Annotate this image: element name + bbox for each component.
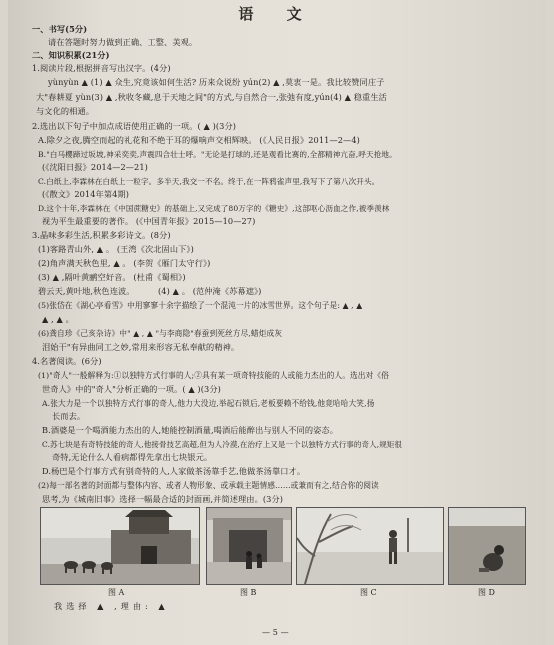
option-b: B."白马櫻蹄过坂坡,神采奕奕,声震四合壮士呼。"无论是打球的,还是观看比赛的,全都精神亢奋,呼天抢地。 [38, 150, 397, 159]
option-d: D.这个十年,李霖林在《中国蔗糖史》的基础上,又完成了80万字的《糖史》,这部呕心沥血之作,被季羡林 [38, 204, 390, 213]
option-d: D.杨巴是个行事方式有别奇特的人,人家做茶汤靠手艺,他做茶汤靠口才。 [42, 466, 306, 476]
poem-blank: ▲ , ▲ 。 [42, 314, 74, 324]
option-c-source: (《散文》2014年第4期) [42, 189, 130, 199]
caption-a: 图 A [108, 588, 125, 597]
poem-blank: (3) ▲ ,隔叶黄鹂空好音。 (杜甫《蜀相》) [38, 272, 186, 282]
caption-b: 图 B [240, 588, 257, 597]
option-c: C.白纸上,李霖林在白纸上一粒字。多半天,我交一不名。终于,在一阵鸦雀声里,我写下了第八次开头。 [38, 177, 380, 186]
option-a-cont: 长而去。 [52, 411, 86, 421]
question-stem: 4.名著阅读。(6分) [32, 356, 102, 366]
picture-a [40, 507, 200, 585]
text-line: 大"春耕夏 yùn(3) ▲ ,秋收冬藏,息于天地之间"的方式,与自然合一,张弛有度,yún(4) ▲ 稳重生活 [36, 92, 387, 102]
page-title: 语 文 [238, 5, 316, 23]
option-b-source: (《沈阳日报》2014—2—21) [42, 162, 148, 172]
answer-line: 我选择 ▲ ,理由: ▲ [54, 601, 169, 611]
text-line: 思考,为《城南旧事》选择一幅最合适的封面画,并简述理由。(3分) [42, 494, 284, 504]
poem-blank: (6)龚自珍《己亥杂诗》中" ▲ , ▲ "与李商隐"春蚕到死丝方尽,蜡炬成灰 [38, 329, 283, 338]
poem-blank: (5)张岱在《湖心亭看雪》中用寥寥十余字描绘了一个混沌一片的冰雪世界。这个句子是: ▲ , ▲ [38, 301, 363, 310]
poem-blank: (2)角声满天秋色里, ▲ 。 (李贺《雁门太守行》) [38, 258, 211, 268]
question-stem: 1.阅读片段,根据拼音写出汉字。(4分) [32, 63, 171, 73]
option-c-cont: 奇特,无论什么人看病都得先拿出七块银元。 [52, 452, 213, 462]
text-line: 泪始干"有异曲同工之妙,常用来形容无私奉献的精神。 [42, 342, 240, 352]
poem-blank: (1)客路青山外, ▲ 。 (王湾《次北固山下》) [38, 244, 194, 254]
picture-b [206, 507, 292, 585]
poem-blank-line-1: 碧云天,黄叶地,秋色连波。 [38, 286, 135, 296]
question-stem: 2.选出以下句子中加点成语使用正确的一项。( ▲ )(3分) [32, 121, 237, 131]
text-line: (2)每一部名著的封面都与整体内容、或者人物形象、或承载主题情感……或兼而有之,结合你的阅读 [38, 481, 379, 490]
text-line: 与文化的相通。 [36, 106, 95, 116]
section-heading: 二、知识积累(21分) [32, 50, 110, 60]
text-line: yùnyùn ▲ (1) ▲ 众生,究竟该如何生活? 历来众说纷 yún(2) ▲ ,莫衷一是。我比较赞同庄子 [48, 77, 385, 87]
picture-d [448, 507, 526, 585]
poem-blank: (4) ▲ 。 (范仲淹《苏幕遮》) [158, 286, 262, 296]
exam-page [8, 0, 546, 645]
section-heading: 一、书写(5分) [32, 24, 88, 34]
picture-c [296, 507, 444, 585]
option-b: B.酒婆是一个喝酒能力杰出的人,她能控制酒量,喝酒后能醉出与别人不同的姿态。 [42, 425, 339, 435]
page-number: — 5 — [262, 628, 289, 637]
option-a: A.除夕之夜,腾空而起的礼花和不绝于耳的爆响声交相辉映。 (《人民日报》2011—2—4) [38, 135, 360, 145]
option-c: C.苏七块是有奇特技能的奇人,他接骨技艺高超,但为人冷漠,在治疗上又是一个以独特方式行事的奇人,规矩很 [42, 440, 402, 449]
text-line: 世奇人》中的"奇人"分析正确的一项。( ▲ )(3分) [42, 384, 221, 394]
question-stem: 3.晶味多彩生活,积累多彩诗文。(8分) [32, 230, 171, 240]
text-line: (1)"奇人"一般解释为:①以独特方式行事的人;②具有某一项奇特技能的人或能力杰出的人。选出对《俗 [38, 371, 389, 380]
caption-c: 图 C [360, 588, 377, 597]
text-line: 请在答题时努力做到正确、工整、美观。 [48, 37, 198, 47]
option-d-source: 视为平生最重要的著作。 (《中国青年报》2015—10—27) [42, 216, 256, 226]
option-a: A.张大力是一个以独特方式行事的奇人,他力大没边,举起石锁后,老板要赖不给钱,他竟哈哈大笑,扬 [42, 399, 375, 408]
caption-d: 图 D [478, 588, 495, 597]
